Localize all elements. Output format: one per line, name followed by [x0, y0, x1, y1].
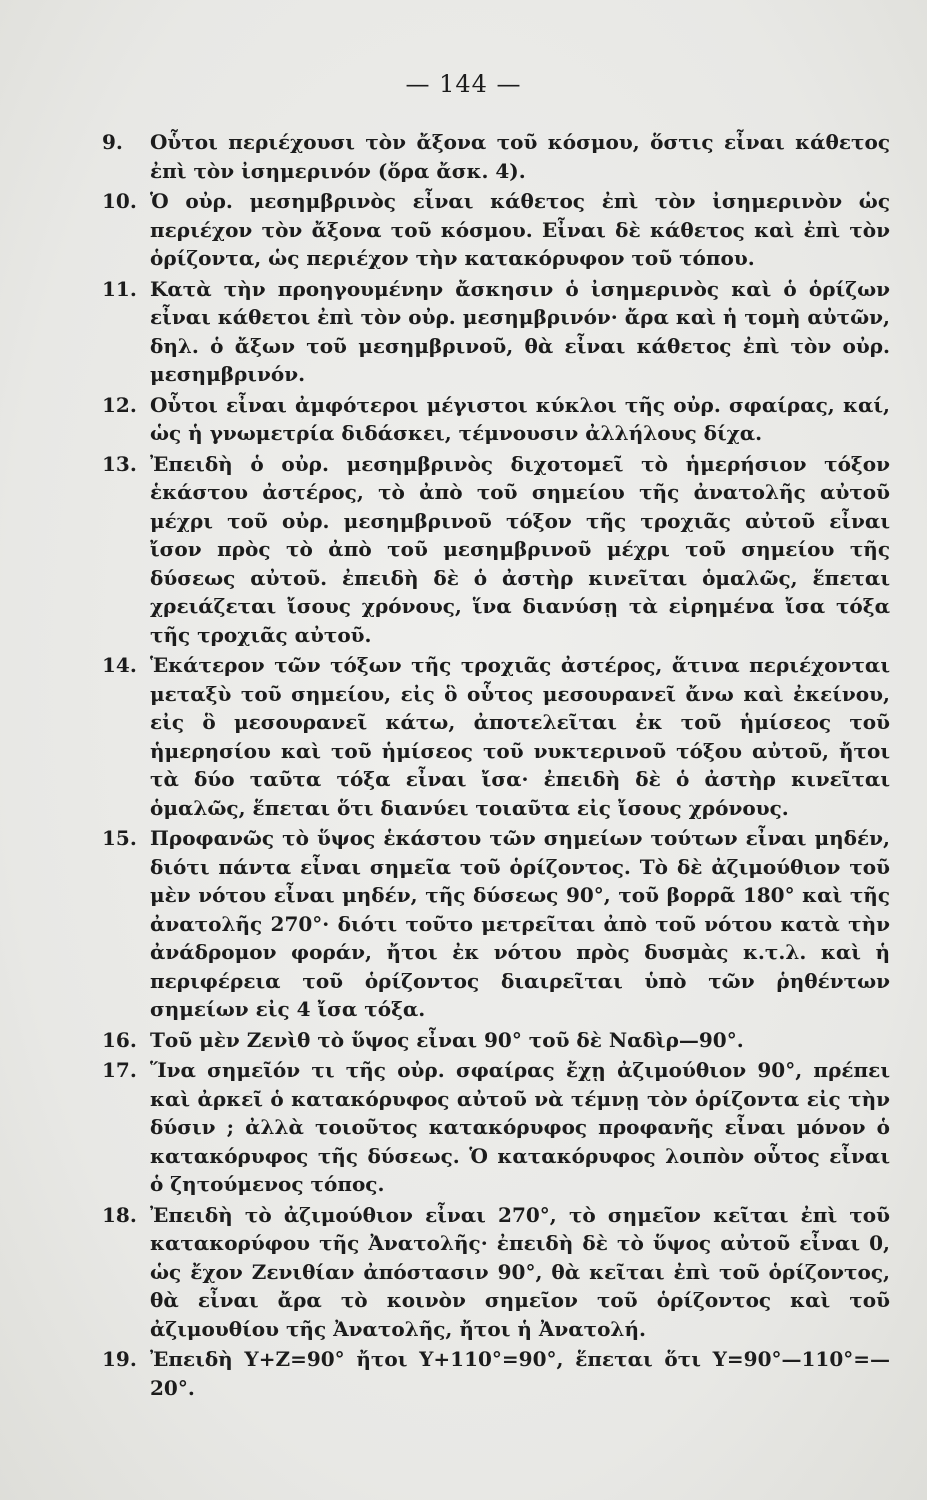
item-text: Οὗτοι περιέχουσι τὸν ἄξονα τοῦ κόσμου, ὅστις εἶναι κάθετος ἐπὶ τὸν ἰσημερινόν (ὅρα ἄσκ. 4). — [150, 130, 890, 183]
list-item — [102, 391, 890, 448]
item-number: 15. — [102, 826, 137, 850]
item-text: Ἐπειδὴ Υ+Ζ=90° ἤτοι Υ+110°=90°, ἕπεται ὅτι Υ=90°—110°=—20°. — [150, 1347, 890, 1400]
item-number: 16. — [102, 1027, 137, 1052]
item-number: 10. — [102, 189, 137, 213]
page-number: — 144 — — [405, 70, 522, 98]
list-item — [102, 128, 890, 185]
list-item — [102, 1345, 890, 1402]
item-number: 19. — [102, 1347, 137, 1371]
list-item — [102, 651, 890, 822]
item-text: Οὗτοι εἶναι ἀμφότεροι μέγιστοι κύκλοι τῆς οὐρ. σφαίρας, καί, ὡς ἡ γνωμετρία διδάσκει, τέμνουσιν ἀλλήλους δίχα. — [150, 392, 890, 445]
item-text: Ἐπειδὴ ὁ οὐρ. μεσημβρινὸς διχοτομεῖ τὸ ἡμερήσιον τόξον ἑκάστου ἀστέρος, τὸ ἀπὸ τοῦ σημείου τῆς ἀνατολῆς αὐτοῦ μέχρι τοῦ οὐρ. μεσημβρινοῦ τόξον τῆς τροχιᾶς αὐτοῦ εἶναι ἴσον πρὸς τὸ ἀπὸ τοῦ μεσημβρινοῦ μέχρι τοῦ σημείου τῆς δύσεως αὐτοῦ. ἐπειδὴ δὲ ὁ ἀστὴρ κινεῖται ὁμαλῶς, ἕπεται χρειάζεται ἴσους χρόνους, ἵνα διανύσῃ τὰ εἰρημένα ἴσα τόξα τῆς τροχιᾶς αὐτοῦ. — [150, 451, 890, 647]
item-number: 14. — [102, 653, 137, 677]
item-text: Ἑκάτερον τῶν τόξων τῆς τροχιᾶς ἀστέρος, ἅτινα περιέχονται μεταξὺ τοῦ σημείου, εἰς ὃ οὗτος μεσουρανεῖ ἄνω καὶ ἐκείνου, εἰς ὃ μεσουρανεῖ κάτω, ἀποτελεῖται ἐκ τοῦ ἡμίσεος τοῦ ἡμερησίου καὶ τοῦ ἡμίσεος τοῦ νυκτερινοῦ τόξου αὐτοῦ, ἤτοι τὰ δύο ταῦτα τόξα εἶναι ἴσα· ἐπειδὴ δὲ ὁ ἀστὴρ κινεῖται ὁμαλῶς, ἕπεται ὅτι διανύει τοιαῦτα εἰς ἴσους χρόνους. — [150, 653, 890, 820]
item-text: Προφανῶς τὸ ὕψος ἑκάστου τῶν σημείων τούτων εἶναι μηδέν, διότι πάντα εἶναι σημεῖα τοῦ ὁρίζοντος. Τὸ δὲ ἀζιμούθιον τοῦ μὲν νότου εἶναι μηδέν, τῆς δύσεως 90°, τοῦ βορρᾶ 180° καὶ τῆς ἀνατολῆς 270°· διότι τοῦτο μετρεῖται ἀπὸ τοῦ νότου κατὰ τὴν ἀνάδρομον φοράν, ἤτοι ἐκ νότου πρὸς δυσμὰς κ.τ.λ. καὶ ἡ περιφέρεια τοῦ ὁρίζοντος διαιρεῖται ὑπὸ τῶν ῥηθέντων σημείων εἰς 4 ἴσα τόξα. — [150, 826, 890, 1021]
item-number: 9. — [102, 130, 123, 154]
item-text: Τοῦ μὲν Ζενὶθ τὸ ὕψος εἶναι 90° τοῦ δὲ Ναδὶρ—90°. — [150, 1027, 744, 1052]
list-item — [102, 824, 890, 1024]
item-text: Ἐπειδὴ τὸ ἀζιμούθιον εἶναι 270°, τὸ σημεῖον κεῖται ἐπὶ τοῦ κατακορύφου τῆς Ἀνατολῆς· ἐπειδὴ δὲ τὸ ὕψος αὐτοῦ εἶναι 0, ὡς ἔχον Ζενιθίαν ἀπόστασιν 90°, θὰ κεῖται ἐπὶ τοῦ ὁρίζοντος, θὰ εἶναι ἄρα τὸ κοινὸν σημεῖον τοῦ ὁρίζοντος καὶ τοῦ ἀζιμουθίου τῆς Ἀνατολῆς, ἤτοι ἡ Ἀνατολή. — [150, 1202, 890, 1341]
list-item — [102, 450, 890, 650]
item-text: Ὁ οὐρ. μεσημβρινὸς εἶναι κάθετος ἐπὶ τὸν ἰσημερινὸν ὡς περιέχον τὸν ἄξονα τοῦ κόσμου. Εἶναι δὲ κάθετος καὶ ἐπὶ τὸν ὁρίζοντα, ὡς περιέχον τὴν κατακόρυφον τοῦ τόπου. — [150, 189, 890, 270]
item-number: 11. — [102, 276, 137, 301]
item-text: Ἵνα σημεῖόν τι τῆς οὐρ. σφαίρας ἔχῃ ἀζιμούθιον 90°, πρέπει καὶ ἀρκεῖ ὁ κατακόρυφος αὐτοῦ νὰ τέμνῃ τὸν ὁρίζοντα εἰς τὴν δύσιν ; ἀλλὰ τοιοῦτος κατακόρυφος προφανῆς εἶναι μόνον ὁ κατακόρυφος τῆς δύσεως. Ὁ κατακόρυφος λοιπὸν οὗτος εἶναι ὁ ζητούμενος τόπος. — [150, 1058, 890, 1196]
list-item — [102, 187, 890, 273]
item-number: 13. — [102, 451, 137, 476]
list-item — [102, 1056, 890, 1199]
list-item — [102, 1201, 890, 1344]
answers-list — [102, 128, 890, 1404]
list-item — [102, 275, 890, 389]
item-text: Κατὰ τὴν προηγουμένην ἄσκησιν ὁ ἰσημερινὸς καὶ ὁ ὁρίζων εἶναι κάθετοι ἐπὶ τὸν οὐρ. μεσημβρινόν· ἄρα καὶ ἡ τομὴ αὐτῶν, δηλ. ὁ ἄξων τοῦ μεσημβρινοῦ, θὰ εἶναι κάθετος ἐπὶ τὸν οὐρ. μεσημβρινόν. — [150, 276, 890, 386]
item-number: 12. — [102, 392, 137, 417]
item-number: 17. — [102, 1058, 137, 1082]
item-number: 18. — [102, 1202, 137, 1227]
list-item — [102, 1026, 890, 1055]
